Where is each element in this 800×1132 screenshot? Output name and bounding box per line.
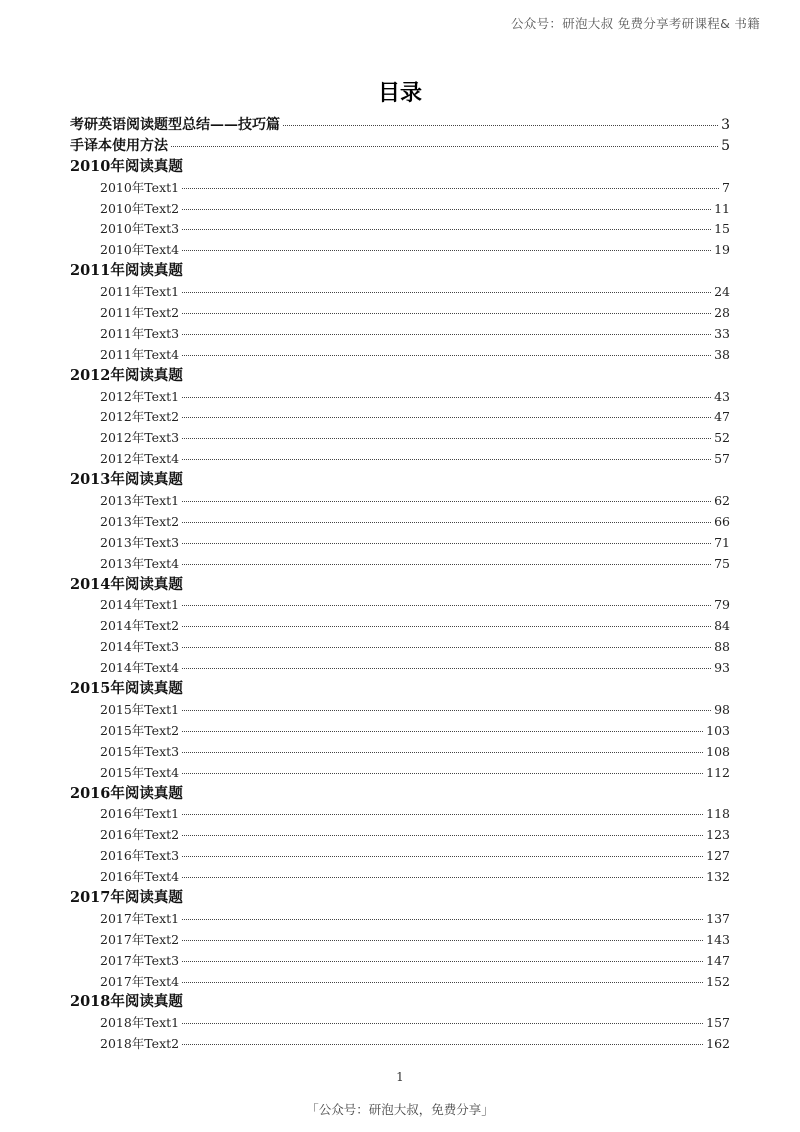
dot-leader xyxy=(182,856,703,857)
toc-entry-label: 2014年Text4 xyxy=(100,660,180,676)
dot-leader xyxy=(182,313,711,314)
dot-leader xyxy=(182,417,711,418)
toc-entry[interactable] xyxy=(70,428,730,449)
toc-entry-page: 79 xyxy=(714,597,730,613)
toc-entry[interactable] xyxy=(70,345,730,366)
toc-section-heading xyxy=(70,679,730,700)
toc-entry[interactable] xyxy=(70,951,730,972)
toc-entry-page: 152 xyxy=(706,973,730,989)
toc-entry-page: 52 xyxy=(714,430,730,446)
toc-entry-label: 2011年Text4 xyxy=(100,346,180,362)
toc-entry-label: 2014年阅读真题 xyxy=(70,575,183,593)
toc-entry[interactable] xyxy=(70,763,730,784)
dot-leader xyxy=(182,355,711,356)
toc-entry-label: 2010年阅读真题 xyxy=(70,157,183,175)
toc-entry-page: 71 xyxy=(714,534,730,550)
toc-entry-label: 手译本使用方法 xyxy=(70,137,168,154)
toc-section-heading xyxy=(70,575,730,596)
toc-entry[interactable] xyxy=(70,595,730,616)
toc-entry-page: 66 xyxy=(714,513,730,529)
dot-leader xyxy=(182,961,703,962)
toc-entry-label: 2017年Text2 xyxy=(100,931,180,947)
toc-entry-label: 2015年Text2 xyxy=(100,722,180,738)
toc-entry-page: 75 xyxy=(714,555,730,571)
dot-leader xyxy=(182,814,703,815)
toc-entry-label: 2012年Text3 xyxy=(100,430,180,446)
dot-leader xyxy=(182,209,711,210)
toc-entry-page: 162 xyxy=(706,1036,730,1052)
toc-entry-page: 108 xyxy=(706,743,730,759)
toc-entry[interactable] xyxy=(70,637,730,658)
dot-leader xyxy=(182,626,711,627)
header-note: 公众号：研泡大叔 免费分享考研课程& 书籍 xyxy=(511,16,760,31)
toc-entry-label: 2012年Text1 xyxy=(100,388,180,404)
toc-entry[interactable] xyxy=(70,240,730,261)
toc-entry-label: 2016年Text4 xyxy=(100,869,180,885)
toc-entry-label: 2018年Text1 xyxy=(100,1015,180,1031)
dot-leader xyxy=(182,501,711,502)
dot-leader xyxy=(182,543,711,544)
dot-leader xyxy=(182,773,703,774)
toc-entry-label: 2010年Text1 xyxy=(100,179,180,195)
toc-entry-label: 考研英语阅读题型总结——技巧篇 xyxy=(70,117,280,133)
dot-leader xyxy=(171,146,718,147)
toc-entry-label: 2016年阅读真题 xyxy=(70,784,183,802)
toc-entry-label: 2016年Text1 xyxy=(100,806,180,822)
toc-entry-page: 38 xyxy=(714,346,730,362)
toc-entry-label: 2011年Text1 xyxy=(100,284,180,300)
toc-entry-page: 43 xyxy=(714,388,730,404)
toc-entry-page: 11 xyxy=(714,200,730,216)
dot-leader xyxy=(182,752,703,753)
toc-entry[interactable] xyxy=(70,512,730,533)
toc-entry[interactable] xyxy=(70,219,730,240)
toc-entry-page: 112 xyxy=(706,764,730,780)
dot-leader xyxy=(182,940,703,941)
toc-entry-page: 88 xyxy=(714,639,730,655)
toc-entry-page: 33 xyxy=(714,325,730,341)
toc-entry[interactable] xyxy=(70,324,730,345)
dot-leader xyxy=(182,229,711,230)
toc-section-heading xyxy=(70,888,730,909)
toc-entry-label: 2014年Text3 xyxy=(100,639,180,655)
toc-entry-page: 7 xyxy=(722,179,730,195)
toc-entry-label: 2017年Text3 xyxy=(100,952,180,968)
toc-entry[interactable] xyxy=(70,616,730,637)
dot-leader xyxy=(182,731,703,732)
table-of-contents xyxy=(70,115,730,1055)
toc-entry-label: 2018年Text2 xyxy=(100,1036,180,1052)
toc-entry[interactable] xyxy=(70,282,730,303)
toc-entry-page: 157 xyxy=(706,1015,730,1031)
toc-entry-page: 132 xyxy=(706,869,730,885)
toc-entry[interactable] xyxy=(70,554,730,575)
toc-entry-page: 143 xyxy=(706,931,730,947)
dot-leader xyxy=(182,397,711,398)
toc-entry-label: 2011年阅读真题 xyxy=(70,262,183,280)
toc-entry-label: 2016年Text3 xyxy=(100,848,180,864)
toc-entry[interactable] xyxy=(70,700,730,721)
toc-entry-label: 2011年Text3 xyxy=(100,325,180,341)
toc-entry-label: 2015年Text1 xyxy=(100,701,180,717)
toc-entry[interactable] xyxy=(70,742,730,763)
toc-entry-label: 2015年阅读真题 xyxy=(70,680,183,698)
dot-leader xyxy=(182,710,711,711)
toc-entry[interactable] xyxy=(70,387,730,408)
dot-leader xyxy=(283,125,718,126)
toc-entry-page: 5 xyxy=(721,137,730,154)
toc-entry-label: 2011年Text2 xyxy=(100,305,180,321)
dot-leader xyxy=(182,1023,703,1024)
dot-leader xyxy=(182,334,711,335)
toc-entry[interactable] xyxy=(70,449,730,470)
toc-entry-label: 2010年Text2 xyxy=(100,200,180,216)
toc-entry-label: 2017年Text4 xyxy=(100,973,180,989)
dot-leader xyxy=(182,522,711,523)
dot-leader xyxy=(182,835,703,836)
toc-entry[interactable] xyxy=(70,136,730,157)
toc-entry-page: 93 xyxy=(714,660,730,676)
toc-section-heading xyxy=(70,470,730,491)
toc-entry-label: 2014年Text1 xyxy=(100,597,180,613)
toc-entry-page: 28 xyxy=(714,305,730,321)
toc-entry[interactable] xyxy=(70,533,730,554)
footer-note: 「公众号：研泡大叔，免费分享」 xyxy=(306,1102,494,1117)
toc-entry[interactable] xyxy=(70,199,730,220)
toc-entry-label: 2017年阅读真题 xyxy=(70,888,183,906)
dot-leader xyxy=(182,1044,703,1045)
dot-leader xyxy=(182,668,711,669)
toc-entry-label: 2012年阅读真题 xyxy=(70,366,183,384)
toc-entry[interactable] xyxy=(70,1034,730,1055)
toc-section-heading xyxy=(70,992,730,1013)
toc-entry[interactable] xyxy=(70,178,730,199)
toc-entry[interactable] xyxy=(70,407,730,428)
toc-entry[interactable] xyxy=(70,721,730,742)
toc-entry[interactable] xyxy=(70,846,730,867)
toc-entry[interactable] xyxy=(70,930,730,951)
toc-entry-page: 19 xyxy=(714,242,730,258)
toc-entry-page: 84 xyxy=(714,618,730,634)
dot-leader xyxy=(182,188,719,189)
toc-entry-page: 3 xyxy=(721,117,730,133)
toc-entry-label: 2015年Text3 xyxy=(100,743,180,759)
toc-entry-page: 15 xyxy=(714,221,730,237)
page-number: 1 xyxy=(396,1070,404,1084)
toc-entry[interactable] xyxy=(70,303,730,324)
toc-entry-label: 2010年Text3 xyxy=(100,221,180,237)
toc-entry-label: 2013年Text3 xyxy=(100,534,180,550)
toc-entry[interactable] xyxy=(70,972,730,993)
toc-entry-page: 62 xyxy=(714,493,730,509)
toc-section-heading xyxy=(70,366,730,387)
dot-leader xyxy=(182,438,711,439)
toc-entry[interactable] xyxy=(70,658,730,679)
dot-leader xyxy=(182,982,703,983)
toc-entry-page: 57 xyxy=(714,451,730,467)
toc-entry[interactable] xyxy=(70,491,730,512)
dot-leader xyxy=(182,292,711,293)
toc-entry-page: 147 xyxy=(706,952,730,968)
toc-entry-page: 123 xyxy=(706,827,730,843)
toc-entry-page: 118 xyxy=(706,806,730,822)
dot-leader xyxy=(182,877,703,878)
toc-entry-page: 103 xyxy=(706,722,730,738)
toc-entry-page: 127 xyxy=(706,848,730,864)
toc-entry-page: 24 xyxy=(714,284,730,300)
dot-leader xyxy=(182,919,703,920)
toc-entry-label: 2018年阅读真题 xyxy=(70,993,183,1011)
toc-entry-page: 98 xyxy=(714,701,730,717)
toc-section-heading xyxy=(70,261,730,282)
dot-leader xyxy=(182,250,711,251)
toc-entry-label: 2013年Text4 xyxy=(100,555,180,571)
toc-entry-label: 2014年Text2 xyxy=(100,618,180,634)
toc-entry[interactable] xyxy=(70,804,730,825)
toc-entry[interactable] xyxy=(70,909,730,930)
toc-entry-label: 2010年Text4 xyxy=(100,242,180,258)
toc-entry[interactable] xyxy=(70,1013,730,1034)
dot-leader xyxy=(182,459,711,460)
toc-section-heading xyxy=(70,157,730,178)
toc-entry-label: 2013年Text1 xyxy=(100,493,180,509)
dot-leader xyxy=(182,605,711,606)
toc-entry-label: 2012年Text4 xyxy=(100,451,180,467)
toc-entry-label: 2013年Text2 xyxy=(100,513,180,529)
page-title: 目录 xyxy=(377,81,422,106)
toc-entry-label: 2017年Text1 xyxy=(100,910,180,926)
toc-entry[interactable] xyxy=(70,825,730,846)
toc-entry-label: 2015年Text4 xyxy=(100,764,180,780)
toc-entry-page: 137 xyxy=(706,910,730,926)
toc-entry-label: 2012年Text2 xyxy=(100,409,180,425)
toc-section-heading xyxy=(70,784,730,805)
toc-entry-label: 2016年Text2 xyxy=(100,827,180,843)
dot-leader xyxy=(182,564,711,565)
toc-entry[interactable] xyxy=(70,115,730,136)
toc-entry-page: 47 xyxy=(714,409,730,425)
toc-entry[interactable] xyxy=(70,867,730,888)
toc-entry-label: 2013年阅读真题 xyxy=(70,471,183,489)
dot-leader xyxy=(182,647,711,648)
